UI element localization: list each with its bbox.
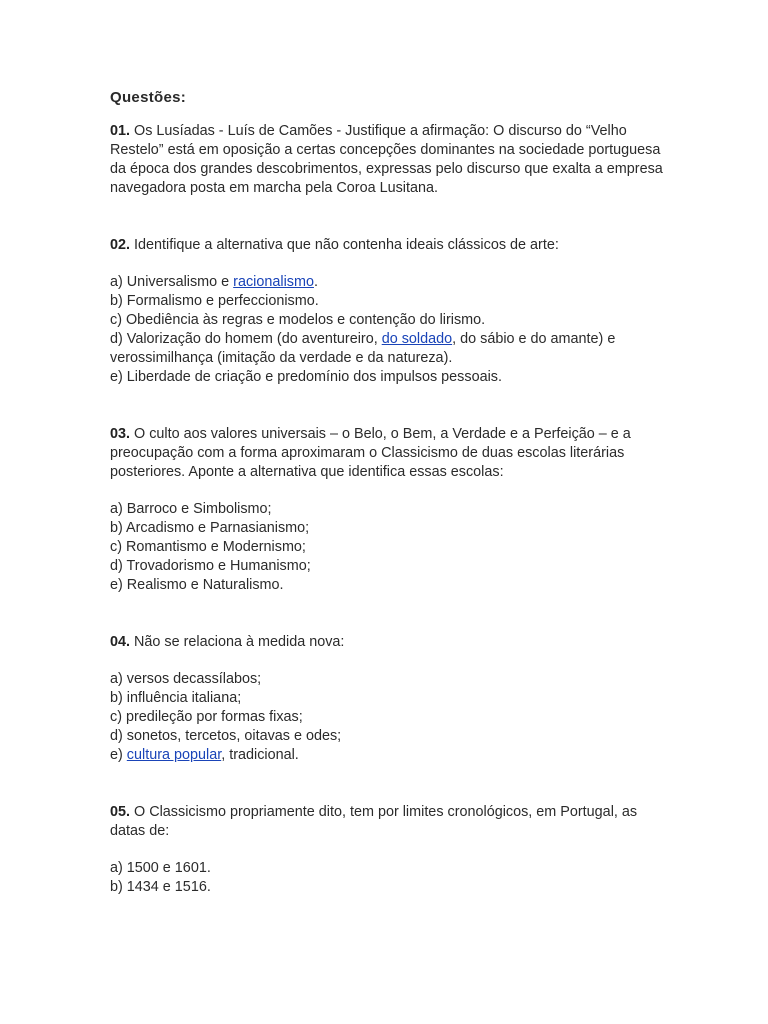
question-5 [110,803,668,841]
options-list [110,500,668,595]
option-e [110,746,668,765]
options-list [110,670,668,765]
option-text: . [313,274,318,290]
question-text: Os Lusíadas - Luís de Camões - Justifique a afirmação: O discurso do “Velho Restelo” está em oposição a certas concepções dominantes na sociedade portuguesa da época dos grandes descobrimentos, expressas pelo discurso que exalta a empresa navegadora posta em marcha pela Coroa Lusitana. [110,123,663,196]
option-a [110,273,668,292]
spacer [110,765,668,803]
option-c: c) predileção por formas fixas; [110,709,303,725]
option-b: b) 1434 e 1516. [110,879,211,895]
option-e: e) Liberdade de criação e predomínio dos impulsos pessoais. [110,369,502,385]
question-2 [110,236,668,255]
question-text: Não se relaciona à medida nova: [130,634,345,650]
question-4 [110,633,668,652]
option-e: e) Realismo e Naturalismo. [110,577,284,593]
link-racionalismo[interactable]: racionalismo [233,274,314,290]
options-list [110,859,668,897]
link-cultura-popular[interactable]: cultura popular [126,747,222,763]
spacer [110,387,668,425]
question-number: 05. [110,804,131,820]
option-text: e) [110,747,127,763]
option-text: , tradicional. [221,747,299,763]
option-b: b) Formalismo e perfeccionismo. [110,293,319,309]
option-a: a) 1500 e 1601. [110,860,211,876]
option-c: c) Romantismo e Modernismo; [110,539,306,555]
option-b: b) influência italiana; [110,690,242,706]
option-c: c) Obediência às regras e modelos e contenção do lirismo. [110,312,486,328]
option-a: a) versos decassílabos; [110,671,262,687]
page-title: Questões: [110,89,187,106]
question-number: 01. [110,123,131,139]
question-1 [110,122,668,198]
spacer [110,198,668,236]
option-b: b) Arcadismo e Parnasianismo; [110,520,310,536]
option-d: d) Trovadorismo e Humanismo; [110,558,311,574]
option-d: d) sonetos, tercetos, oitavas e odes; [110,728,342,744]
question-text: O Classicismo propriamente dito, tem por limites cronológicos, em Portugal, as datas de: [110,804,638,839]
question-text: Identifique a alternativa que não contenha ideais clássicos de arte: [130,237,559,253]
question-3 [110,425,668,482]
option-text: a) Universalismo e [110,274,234,290]
spacer [110,595,668,633]
link-do-soldado[interactable]: do soldado [381,331,453,347]
question-number: 04. [110,634,131,650]
options-list [110,273,668,387]
option-a: a) Barroco e Simbolismo; [110,501,272,517]
option-text: , do sábio e do amante) e verossimilhança (imitação da verdade e da natureza). [110,331,616,366]
question-text: O culto aos valores universais – o Belo, o Bem, a Verdade e a Perfeição – e a preocupação com a forma aproximaram o Classicismo de duas escolas literárias posteriores. Aponte a alternativa que identifica essas escolas: [110,426,631,480]
option-text: d) Valorização do homem (do aventureiro, [110,331,382,347]
option-d [110,330,668,368]
question-number: 02. [110,237,131,253]
question-number: 03. [110,426,131,442]
